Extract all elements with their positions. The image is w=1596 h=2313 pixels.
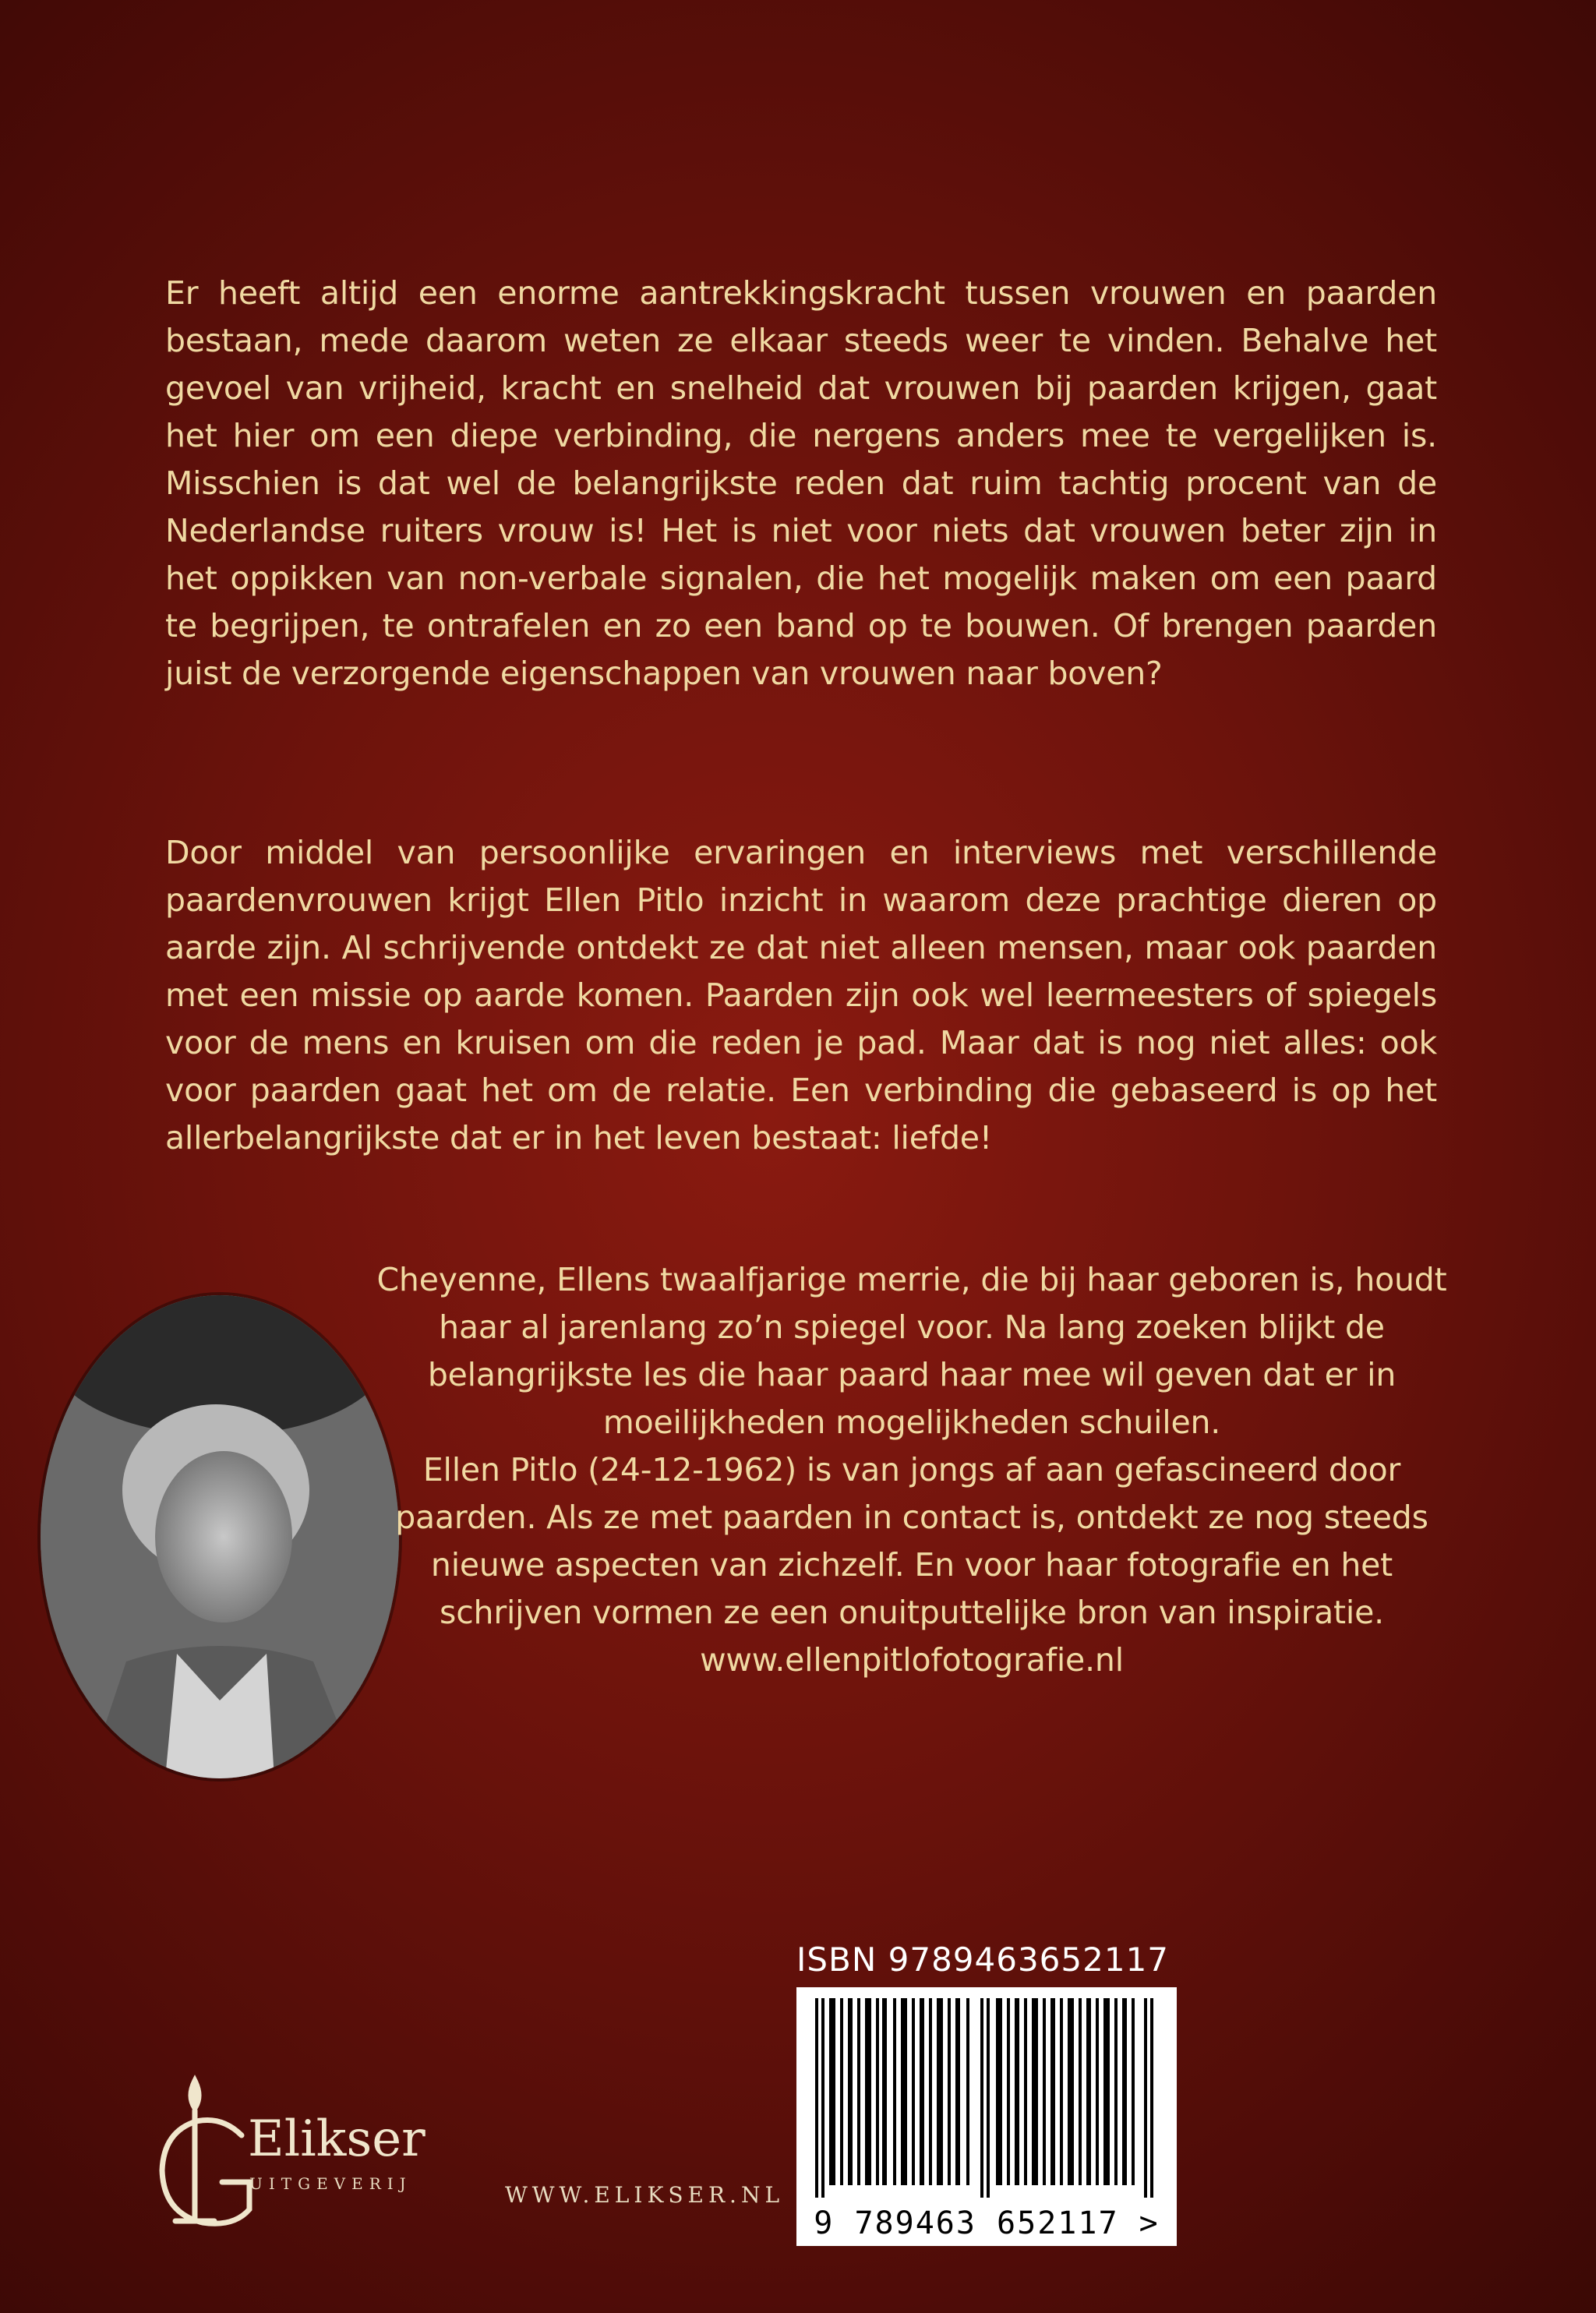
blurb-paragraph-2 xyxy=(165,829,1437,1162)
barcode-digits: 9 789463 652117 > xyxy=(814,2205,1160,2241)
blurb-paragraph-3-text: Cheyenne, Ellens twaalfjarige merrie, die bij haar geboren is, houdt haar al jarenlang zo’n spiegel voor. Na lang zoeken blijkt de belangrijkste les die haar paard haar mee wil geven dat er in moeilijkheden mogelijkheden schuilen. xyxy=(376,1261,1447,1441)
blurb-paragraph-1-text: Er heeft altijd een enorme aantrekkingskracht tussen vrouwen en paarden bestaan, mede daarom weten ze elkaar steeds weer te vinden. Behalve het gevoel van vrijheid, kracht en snelheid dat vrouwen bij paarden krijgen, gaat het hier om een diepe verbinding, die nergens anders mee te vergelijken is. Misschien is dat wel de belangrijkste reden dat ruim tachtig procent van de Nederlandse ruiters vrouw is! Het is niet voor niets dat vrouwen beter zijn in het oppikken van non-verbale signalen, die het mogelijk maken om een paard te begrijpen, te ontrafelen en zo een band op te bouwen. Of brengen paarden juist de verzorgende eigenschappen van vrouwen naar boven? xyxy=(165,274,1437,692)
publisher-website: WWW.ELIKSER.NL xyxy=(505,2182,785,2208)
isbn-barcode xyxy=(796,1987,1177,2246)
isbn-label: ISBN 9789463652117 xyxy=(796,1940,1170,1979)
blurb-paragraph-1 xyxy=(165,270,1437,697)
barcode-bars xyxy=(796,1987,1177,2198)
author-portrait-image xyxy=(41,1295,399,1778)
author-bio-block xyxy=(366,1256,1457,1684)
publisher-name: Elikser xyxy=(248,2110,425,2168)
author-portrait xyxy=(41,1295,399,1778)
author-bio-text: Ellen Pitlo (24-12-1962) is van jongs af aan gefascineerd door paarden. Als ze met paarden in contact is, ontdekt ze nog steeds nieuwe aspecten van zichzelf. En voor haar fotografie en het schrijven vormen ze een onuitputtelijke bron van inspiratie. www.ellenpitlofotografie.nl xyxy=(395,1451,1428,1679)
blurb-paragraph-2-text: Door middel van persoonlijke ervaringen en interviews met verschillende paardenvrouwen krijgt Ellen Pitlo inzicht in waarom deze prachtige dieren op aarde zijn. Al schrijvende ontdekt ze dat niet alleen mensen, maar ook paarden met een missie op aarde komen. Paarden zijn ook wel leermeesters of spiegels voor de mens en kruisen om die reden je pad. Maar dat is nog niet alles: ook voor paarden gaat het om de relatie. Een verbinding die gebaseerd is op het allerbelangrijkste dat er in het leven bestaat: liefde! xyxy=(165,834,1437,1156)
publisher-subtitle: UITGEVERIJ xyxy=(249,2174,412,2193)
